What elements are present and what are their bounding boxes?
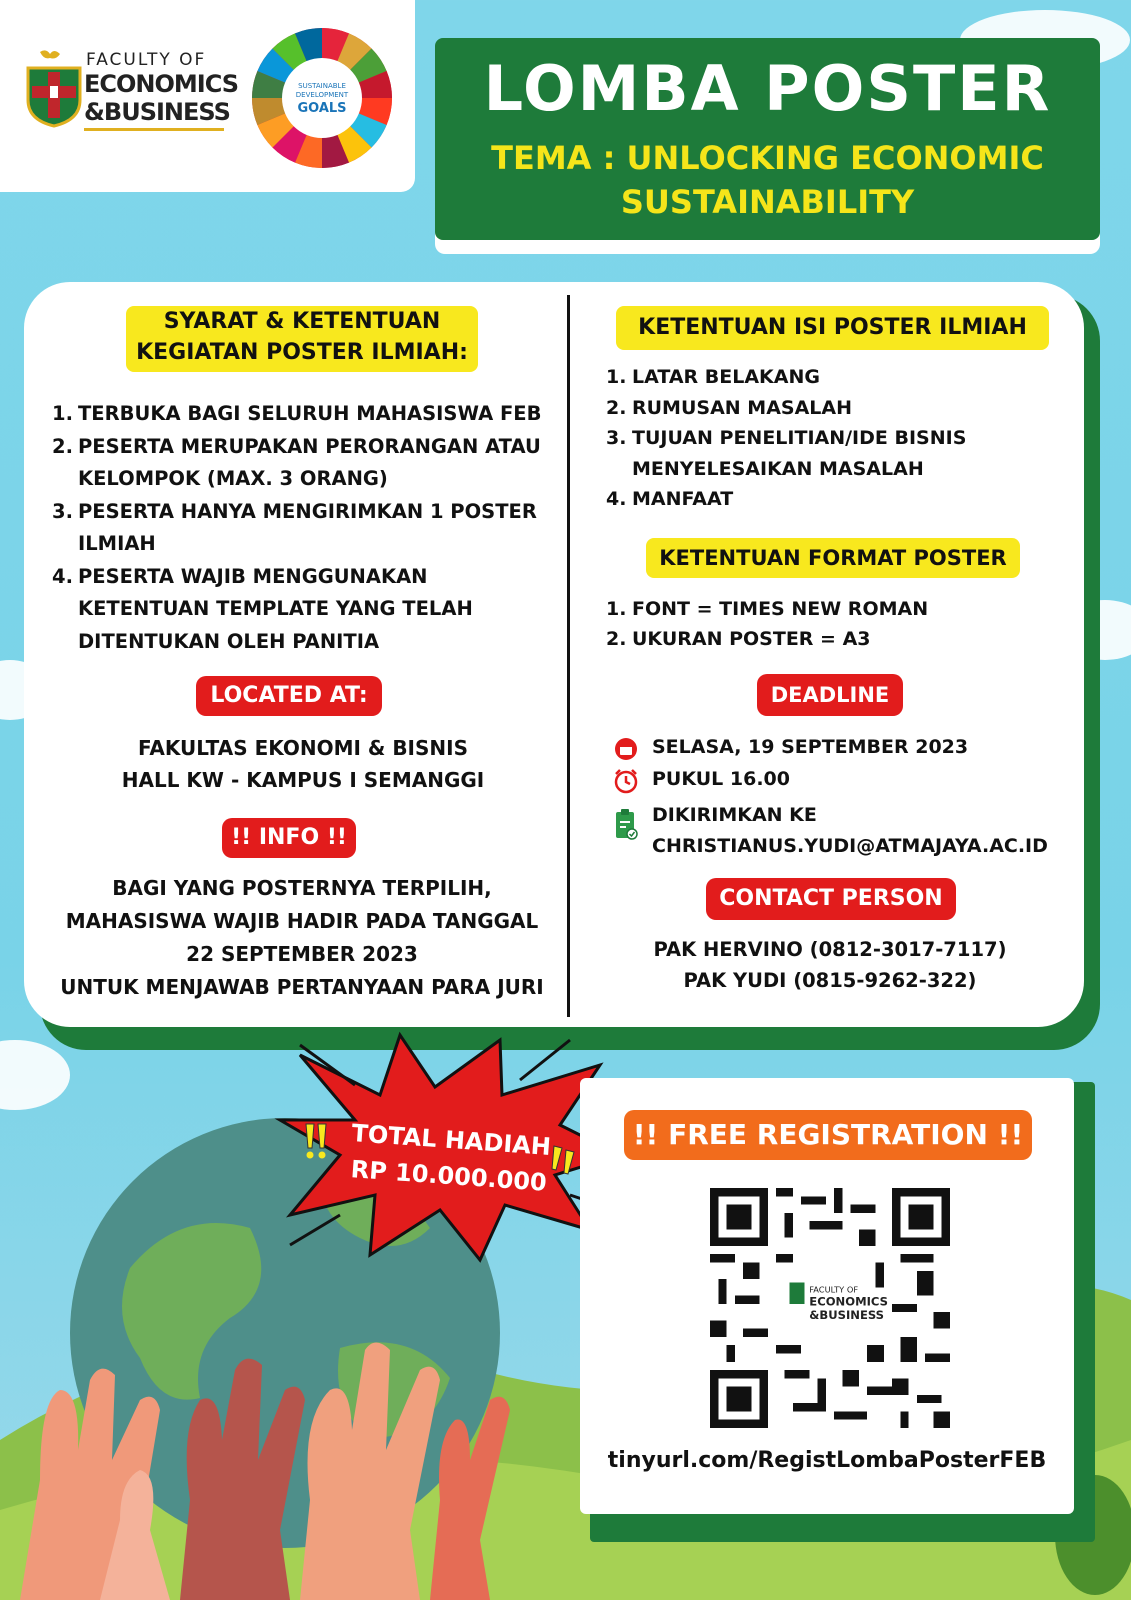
location-line2: HALL KW - KAMPUS I SEMANGGI: [121, 768, 485, 792]
qr-logo-line3: &BUSINESS: [809, 1307, 885, 1322]
item-text: PESERTA WAJIB MENGGUNAKAN KETENTUAN TEMPLATE YANG TELAH DITENTUKAN OLEH PANITIA: [78, 564, 473, 653]
item-number: 3.: [52, 499, 73, 523]
faculty-underline: [84, 128, 224, 131]
qr-logo-line1: FACULTY OF: [809, 1284, 859, 1295]
sdg-line2: DEVELOPMENT: [295, 91, 349, 99]
item-text: PESERTA MERUPAKAN PERORANGAN ATAU KELOMPOK (MAX. 3 ORANG): [78, 434, 541, 490]
item-text: TERBUKA BAGI SELURUH MAHASISWA FEB: [78, 402, 542, 425]
requirements-heading-line1: SYARAT & KETENTUAN: [163, 309, 441, 334]
list-item: [52, 561, 554, 659]
list-item: [606, 362, 1026, 393]
requirements-list: [52, 398, 554, 658]
location-label: LOCATED AT:: [196, 676, 382, 716]
info-text: [46, 872, 558, 1004]
alarm-clock-icon: [614, 768, 638, 794]
exclamation-icon: [302, 1122, 330, 1162]
format-list: [606, 594, 1026, 654]
prize-line1: TOTAL HADIAH: [350, 1119, 552, 1161]
list-item: [606, 393, 1026, 424]
faculty-line3: &BUSINESS: [84, 98, 230, 126]
list-item: [52, 496, 554, 561]
list-item: [606, 624, 1026, 654]
info-line4: UNTUK MENJAWAB PERTANYAAN PARA JURI: [60, 975, 544, 999]
requirements-heading-line2: KEGIATAN POSTER ILMIAH:: [136, 340, 468, 365]
sdg-wheel-logo: [248, 24, 396, 172]
content-list: [606, 362, 1026, 515]
list-item: [52, 431, 554, 496]
column-divider: [567, 295, 570, 1017]
theme-line2: SUSTAINABILITY: [620, 183, 915, 221]
faculty-logo: [26, 42, 239, 140]
registration-link[interactable]: tinyurl.com/RegistLombaPosterFEB: [607, 1448, 1047, 1473]
contact-list: [600, 934, 1060, 996]
deadline-date: SELASA, 19 SEPTEMBER 2023: [652, 736, 969, 758]
item-number: 1.: [52, 402, 73, 425]
item-text: FONT = TIMES NEW ROMAN: [632, 598, 929, 620]
info-label: !! INFO !!: [222, 818, 356, 858]
list-item: [606, 484, 1026, 515]
deadline-send: [652, 800, 1048, 862]
qr-logo-line2: ECONOMICS: [809, 1294, 888, 1309]
page-title: LOMBA POSTER: [483, 52, 1052, 125]
item-number: 2.: [606, 628, 627, 650]
item-text: UKURAN POSTER = A3: [632, 628, 871, 650]
info-line3: 22 SEPTEMBER 2023: [186, 942, 418, 966]
content-heading: KETENTUAN ISI POSTER ILMIAH: [616, 306, 1049, 350]
faculty-line2: ECONOMICS: [84, 70, 239, 98]
theme-line1: TEMA : UNLOCKING ECONOMIC: [491, 139, 1044, 177]
clipboard-check-icon: [614, 808, 638, 840]
item-number: 1.: [606, 366, 627, 388]
theme-subtitle: [450, 136, 1085, 224]
location-line1: FAKULTAS EKONOMI & BISNIS: [138, 736, 468, 760]
list-item: [52, 398, 554, 431]
hands-icon: [0, 1280, 580, 1600]
item-number: 3.: [606, 427, 627, 449]
format-heading: KETENTUAN FORMAT POSTER: [646, 538, 1020, 578]
item-number: 2.: [606, 396, 627, 419]
deadline-time: PUKUL 16.00: [652, 768, 790, 790]
item-text: LATAR BELAKANG: [632, 366, 820, 388]
free-registration-label: !! FREE REGISTRATION !!: [624, 1110, 1032, 1160]
list-item: [606, 423, 1026, 484]
deadline-email: CHRISTIANUS.YUDI@ATMAJAYA.AC.ID: [652, 835, 1048, 857]
contact-label: CONTACT PERSON: [706, 878, 956, 920]
contact-2: PAK YUDI (0815-9262-322): [683, 969, 977, 992]
requirements-heading: [126, 306, 478, 372]
calendar-icon: [614, 737, 638, 761]
item-text: TUJUAN PENELITIAN/IDE BISNIS MENYELESAIKAN MASALAH: [632, 427, 967, 480]
item-text: PESERTA HANYA MENGIRIMKAN 1 POSTER ILMIAH: [78, 499, 537, 555]
deadline-label: DEADLINE: [757, 674, 903, 716]
item-number: 4.: [606, 488, 627, 510]
faculty-line1: FACULTY OF: [86, 50, 207, 70]
qr-code-icon[interactable]: [710, 1188, 950, 1428]
cloud: [0, 1040, 70, 1110]
sdg-line1: SUSTAINABLE: [298, 82, 346, 90]
info-line2: MAHASISWA WAJIB HADIR PADA TANGGAL: [65, 909, 539, 933]
exclamation-icon: [548, 1142, 576, 1182]
item-number: 1.: [606, 598, 627, 620]
info-line1: BAGI YANG POSTERNYA TERPILIH,: [112, 876, 492, 900]
location-address: [52, 732, 554, 796]
deadline-send-line1: DIKIRIMKAN KE: [652, 804, 817, 826]
sdg-line3: GOALS: [297, 101, 347, 116]
list-item: [606, 594, 1026, 624]
contact-1: PAK HERVINO (0812-3017-7117): [653, 938, 1007, 961]
prize-line2: RP 10.000.000: [349, 1155, 548, 1197]
faculty-crest-icon: [26, 48, 82, 128]
item-text: MANFAAT: [632, 488, 734, 510]
item-number: 2.: [52, 434, 73, 458]
item-number: 4.: [52, 564, 73, 588]
item-text: RUMUSAN MASALAH: [632, 396, 853, 419]
